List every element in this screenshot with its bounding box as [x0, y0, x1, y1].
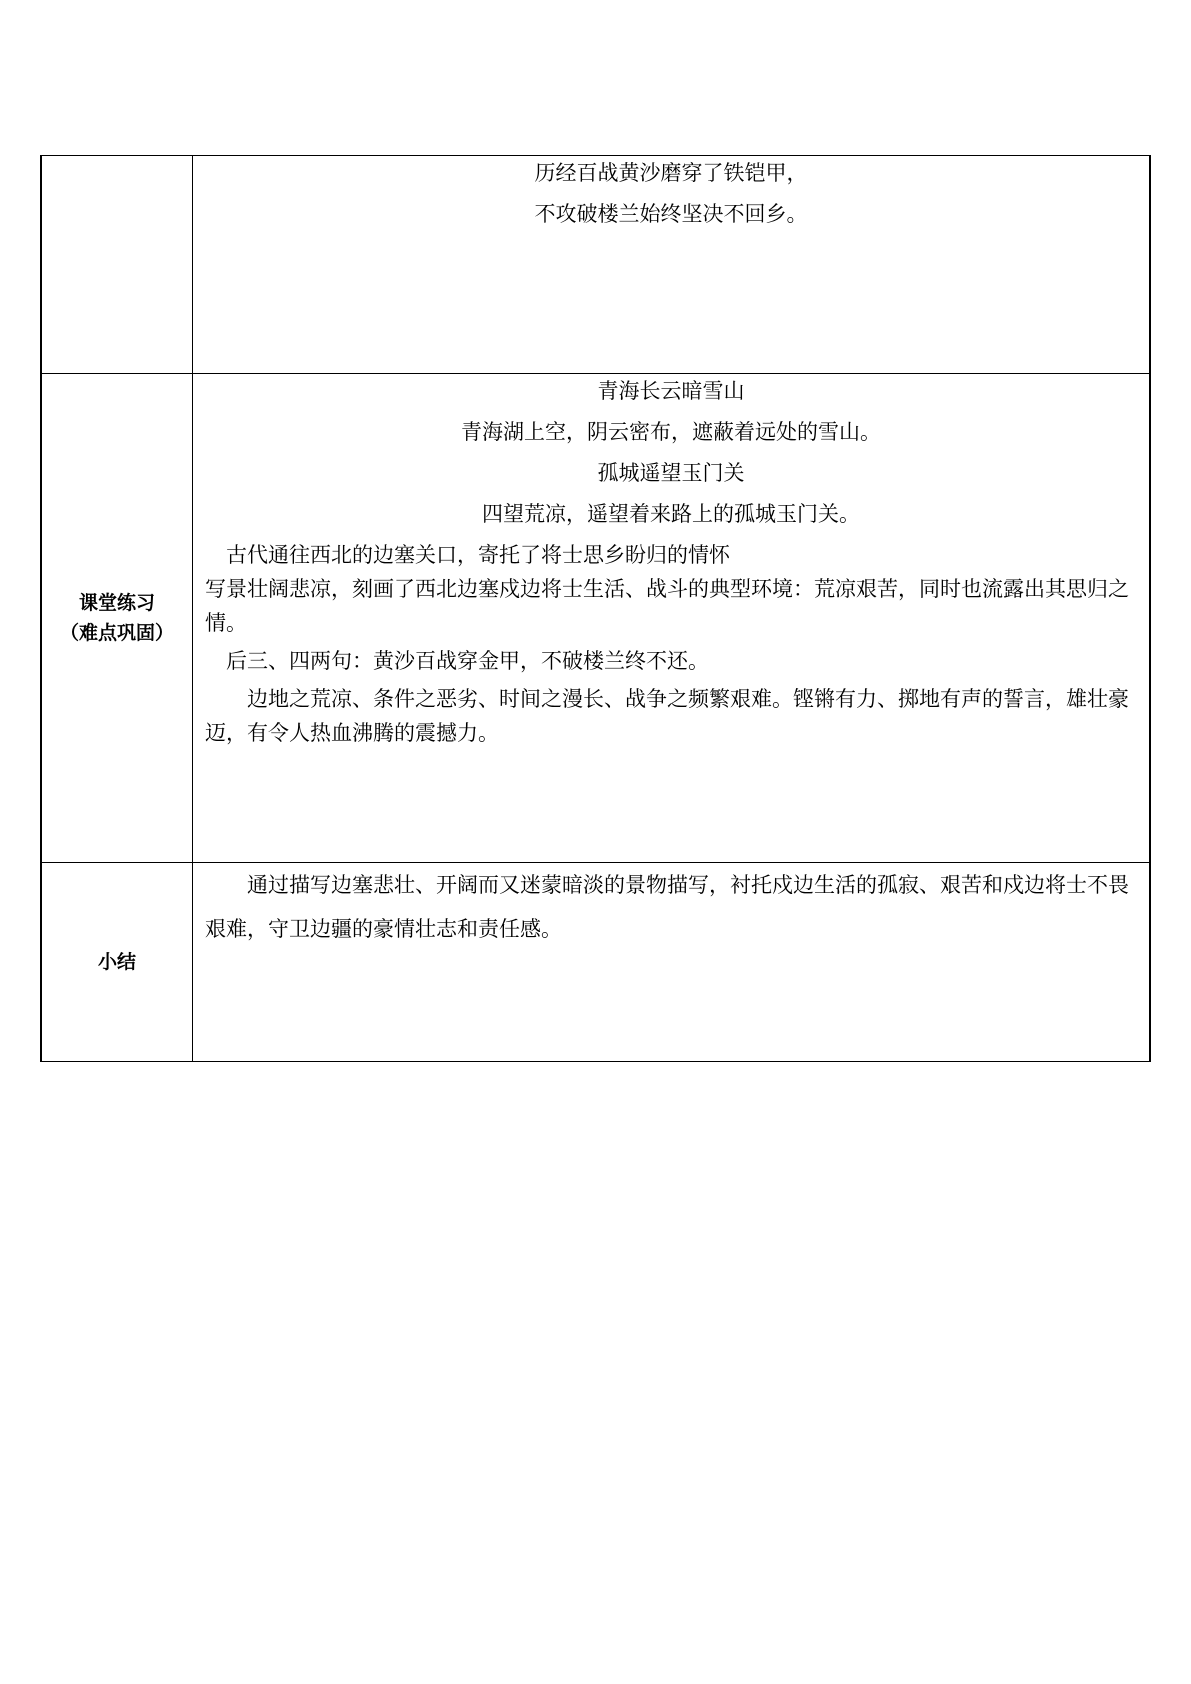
- practice-label: 课堂练习: [78, 592, 155, 614]
- translation-line: 历经百战黄沙磨穿了铁铠甲，: [534, 161, 808, 185]
- analysis-paragraph: 边地之荒凉、条件之恶劣、时间之漫长、战争之频繁艰难。铿锵有力、掷地有声的誓言，雄壮豪迈，有令人热血沸腾的震撼力。: [205, 687, 1129, 745]
- poem-line: 青海长云暗雪山: [597, 379, 745, 403]
- summary-paragraph: 通过描写边塞悲壮、开阔而又迷蒙暗淡的景物描写，衬托戍边生活的孤寂、艰苦和戍边将士不畏艰难，守卫边疆的豪情壮志和责任感。: [205, 873, 1129, 941]
- lesson-table: [40, 155, 1151, 1062]
- table-row: [41, 156, 1150, 374]
- analysis-paragraph: 写景壮阔悲凉，刻画了西北边塞戍边将士生活、战斗的典型环境：荒凉艰苦，同时也流露出其思归之情。: [205, 577, 1129, 635]
- row-label-practice: [41, 374, 193, 863]
- poem-line-explanation: 青海湖上空，阴云密布，遮蔽着远处的雪山。: [461, 420, 881, 444]
- summary-content-cell: [193, 863, 1151, 1062]
- row-label-summary: [41, 863, 193, 1062]
- practice-content-cell: [193, 374, 1151, 863]
- poem-translation-cell: [193, 156, 1151, 374]
- poem-line: 孤城遥望玉门关: [597, 461, 745, 485]
- row-label-empty: [41, 156, 193, 374]
- table-row: [41, 863, 1150, 1062]
- summary-label: 小结: [97, 951, 136, 973]
- analysis-paragraph: 后三、四两句：黄沙百战穿金甲，不破楼兰终不还。: [226, 649, 709, 673]
- poem-line-explanation: 四望荒凉，遥望着来路上的孤城玉门关。: [482, 502, 860, 526]
- translation-line: 不攻破楼兰始终坚决不回乡。: [534, 202, 808, 226]
- table-row: [41, 374, 1150, 863]
- analysis-paragraph: 古代通往西北的边塞关口，寄托了将士思乡盼归的情怀: [226, 543, 730, 567]
- practice-sublabel: （难点巩固）: [59, 622, 174, 644]
